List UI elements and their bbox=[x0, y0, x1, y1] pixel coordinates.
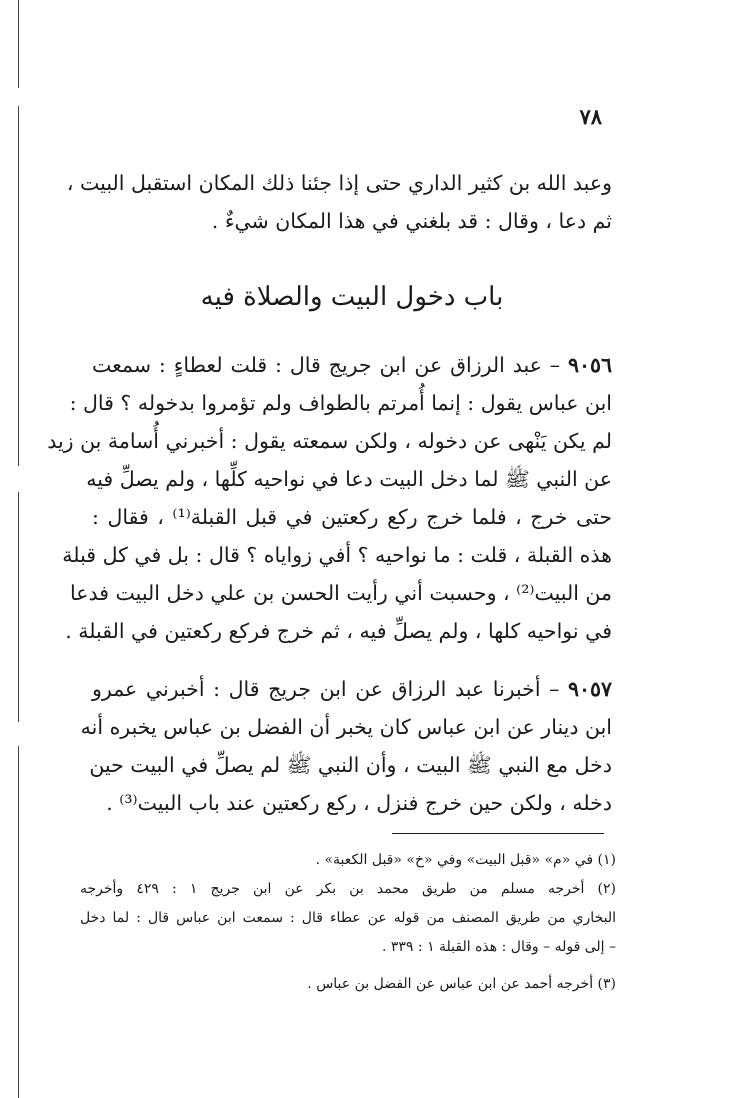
footnote-spacer bbox=[80, 962, 616, 970]
hadith-line: لم يكن يَنْهى عن دخوله ، ولكن سمعته يقول : أخبرني أُسامة بن زيد bbox=[47, 429, 612, 453]
hadith-number: ٩٠٥٧ bbox=[567, 677, 612, 701]
binding-line bbox=[18, 492, 19, 722]
page-binding-edge bbox=[18, 0, 24, 1098]
hadith-9056 bbox=[47, 346, 612, 650]
hadith-line: هذه القبلة ، قلت : ما نواحيه ؟ أفي زواياه ؟ قال : بل في كل قبلة bbox=[62, 543, 612, 567]
hadith-line: ابن دينار عن ابن عباس كان يخبر أن الفضل بن عباس يخبره أنه bbox=[80, 715, 612, 739]
hadith-line: ابن عباس يقول : إنما أُمرتم بالطواف ولم تؤمروا بدخوله ؟ قال : bbox=[69, 391, 612, 415]
footnote-3: (٣) أخرجه أحمد عن ابن عباس عن الفضل بن عباس . bbox=[307, 976, 616, 992]
binding-line bbox=[18, 746, 19, 1098]
hadith-line-text: – عبد الرزاق عن ابن جريج قال : قلت لعطاءٍ : سمعت bbox=[92, 353, 561, 377]
hadith-line bbox=[92, 670, 612, 708]
binding-line bbox=[18, 0, 19, 88]
hadith-line-text: – أخبرنا عبد الرزاق عن ابن جريج قال : أخبرني عمرو bbox=[92, 677, 560, 701]
page-number: ٧٨ bbox=[579, 104, 602, 129]
hadith-line bbox=[92, 346, 612, 384]
binding-line bbox=[18, 106, 19, 466]
hadith-number: ٩٠٥٦ bbox=[567, 353, 612, 377]
hadith-line: حتى خرج ، فلما خرج ركع ركعتين في قبل القبلة⁽¹⁾ ، فقال : bbox=[92, 505, 612, 529]
hadith-9057 bbox=[80, 670, 612, 822]
hadith-line: دخل مع النبي ﷺ البيت ، وأن النبي ﷺ لم يصلِّ في البيت حين bbox=[89, 753, 612, 777]
hadith-line: في نواحيه كلها ، ولم يصلِّ فيه ، ثم خرج فركع ركعتين في القبلة . bbox=[65, 619, 612, 643]
hadith-line: عن النبي ﷺ لما دخل البيت دعا في نواحيه كلِّها ، ولم يصلِّ فيه bbox=[86, 467, 612, 491]
intro-line: ثم دعا ، وقال : قد بلغني في هذا المكان شيءٌ . bbox=[211, 209, 612, 233]
footnote-2-line: (٢) أخرجه مسلم من طريق محمد بن بكر عن ابن جريج ١ : ٤٢٩ وأخرجه bbox=[80, 881, 617, 897]
footnote-2-line: – إلى قوله – وقال : هذه القبلة ١ : ٣٣٩ . bbox=[381, 939, 616, 955]
footnotes bbox=[80, 846, 616, 999]
footnote-2-line: البخاري من طريق المصنف من قوله عن عطاء قال : سمعت ابن عباس قال : لما دخل bbox=[80, 910, 616, 926]
hadith-line: دخله ، ولكن حين خرج فنزل ، ركع ركعتين عند باب البيت⁽³⁾ . bbox=[106, 791, 612, 815]
chapter-title: باب دخول البيت والصلاة فيه bbox=[200, 282, 504, 312]
footnote-divider bbox=[392, 833, 604, 834]
intro-paragraph bbox=[66, 164, 612, 240]
hadith-line: من البيت⁽²⁾ ، وحسبت أني رأيت الحسن بن علي دخل البيت فدعا bbox=[69, 581, 612, 605]
footnote-1: (١) في «م» «قبل البيت» وفي «خ» «قبل الكعبة» . bbox=[315, 852, 616, 868]
intro-line: وعبد الله بن كثير الداري حتى إذا جئنا ذلك المكان استقبل البيت ، bbox=[66, 171, 612, 195]
